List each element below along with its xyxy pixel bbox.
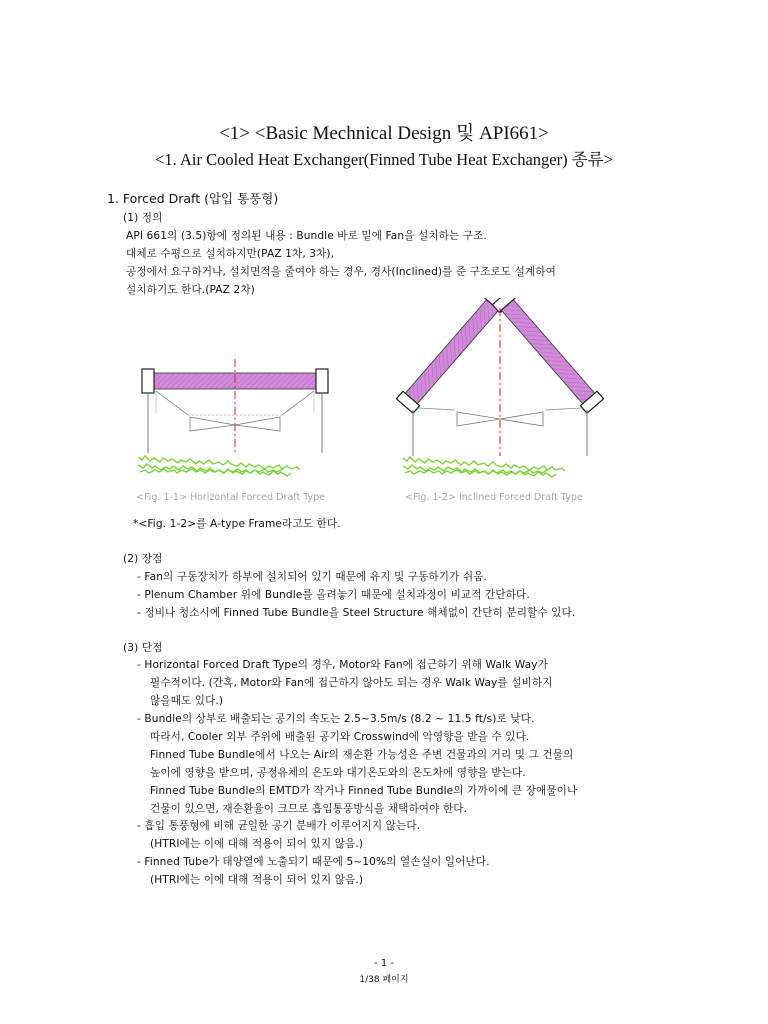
fan-blade (500, 412, 543, 426)
fan-blade (235, 417, 280, 431)
definition-line: 설치하기도 한다.(PAZ 2차) (126, 284, 255, 296)
disadvantage-line: (HTRI에는 이에 대해 적용이 되어 있지 않음.) (150, 838, 364, 850)
advantages-label: (2) 장점 (123, 553, 163, 565)
disadvantage-line: 따라서, Cooler 외부 주위에 배출된 공기와 Crosswind에 악영향을 받을 수 있다. (150, 731, 530, 743)
disadvantage-line: (HTRI에는 이에 대해 적용이 되어 있지 않음.) (150, 874, 364, 886)
disadvantage-line: Finned Tube Bundle의 EMTD가 작거나 Finned Tube Bundle의 가까이에 큰 장애물이나 (150, 785, 578, 797)
document-title: <1> <Basic Mechnical Design 및 API661> (219, 123, 549, 144)
advantage-item: - Fan의 구동장치가 하부에 설치되어 있기 때문에 유지 및 구동하기가 쉬움. (137, 571, 488, 583)
advantage-item: - Plenum Chamber 위에 Bundle를 올려놓기 때문에 설치과정이 비교적 간단하다. (137, 589, 530, 601)
fan-blade (457, 412, 500, 426)
figure-caption-1-1: <Fig. 1-1> Horizontal Forced Draft Type (136, 492, 326, 503)
ground-hatch (135, 453, 335, 476)
disadvantage-item: - Bundle의 상부로 배출되는 공기의 속도는 2.5~3.5m/s (8.2 ~ 11.5 ft/s)로 낮다. (137, 713, 535, 725)
fan-blade (190, 417, 235, 431)
page-count: 1/38 페이지 (359, 975, 409, 985)
disadvantage-line: 높이에 영향을 받으며, 공정유체의 온도와 대기온도와의 온도차에 영향을 받는다. (150, 767, 526, 779)
definition-line: API 661의 (3.5)항에 정의된 내용 : Bundle 바로 밑에 Fan을 설치하는 구조. (126, 230, 487, 242)
disadvantage-item: - 흡입 통풍형에 비해 균일한 공기 분배가 이루어지지 않는다. (137, 820, 421, 832)
disadvantage-line: 건물이 있으면, 재순환율이 크므로 흡입통풍방식을 채택하여야 한다. (150, 803, 468, 815)
definition-line: 대체로 수평으로 설치하지만(PAZ 1차, 3차), (126, 248, 335, 260)
header-box (142, 369, 154, 393)
inclined-forced-draft-figure (395, 298, 605, 488)
figure-note: *<Fig. 1-2>를 A-type Frame라고도 한다. (133, 518, 341, 530)
ground-hatch (403, 457, 565, 477)
disadvantages-label: (3) 단점 (123, 642, 163, 654)
header-box (316, 369, 328, 393)
disadvantage-line: 필수적이다. (간혹, Motor와 Fan에 접근하지 않아도 되는 경우 Walk Way를 설비하지 (150, 677, 553, 689)
disadvantage-line: Finned Tube Bundle에서 나오는 Air의 재순환 가능성은 주변 건물과의 거리 및 그 건물의 (150, 749, 574, 761)
section-heading: 1. Forced Draft (압입 통풍형) (107, 191, 279, 206)
document-subtitle: <1. Air Cooled Heat Exchanger(Finned Tube Heat Exchanger) 종류> (155, 150, 613, 169)
disadvantage-item: - Finned Tube가 태양열에 노출되기 때문에 5~10%의 열손실이 일어난다. (137, 856, 490, 868)
page-number: - 1 - (374, 958, 394, 969)
disadvantage-item: - Horizontal Forced Draft Type의 경우, Motor와 Fan에 접근하기 위해 Walk Way가 (137, 659, 548, 671)
figure-caption-1-2: <Fig. 1-2> Inclined Forced Draft Type (405, 492, 583, 503)
definition-line: 공정에서 요구하거나, 설치면적을 줄여야 하는 경우, 경사(Inclined)를 준 구조로도 설계하여 (126, 266, 556, 278)
advantage-item: - 정비나 청소시에 Finned Tube Bundle을 Steel Structure 해체없이 간단히 분리할수 있다. (137, 607, 576, 619)
disadvantage-line: 않을때도 있다.) (150, 695, 224, 707)
definition-label: (1) 정의 (123, 212, 163, 224)
horizontal-forced-draft-figure (130, 355, 340, 485)
